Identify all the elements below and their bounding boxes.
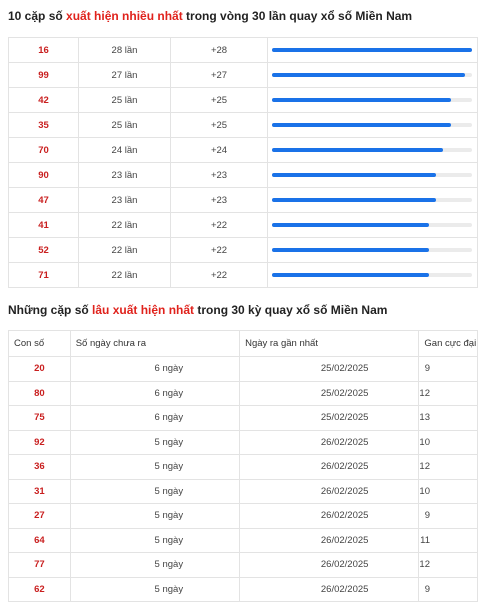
occurrence-count: 25 lần (79, 113, 171, 138)
last-appearance-date: 26/02/2025 (240, 479, 419, 504)
frequency-bar-cell (268, 38, 478, 63)
max-gan: 11 (419, 528, 478, 553)
frequency-bar-track (272, 123, 472, 127)
heading-highlight: xuất hiện nhiều nhất (66, 9, 183, 23)
days-absent: 5 ngày (70, 577, 239, 602)
frequency-bar-cell (268, 113, 478, 138)
table-row (9, 113, 478, 138)
header-last-date: Ngày ra gần nhất (240, 331, 419, 357)
occurrence-count: 24 lần (79, 138, 171, 163)
occurrence-delta: +23 (171, 188, 268, 213)
frequency-bar-cell (268, 188, 478, 213)
occurrence-delta: +25 (171, 113, 268, 138)
occurrence-delta: +22 (171, 263, 268, 288)
pair-number: 75 (9, 406, 71, 431)
frequency-bar-cell (268, 138, 478, 163)
frequency-bar-fill (272, 148, 443, 152)
frequency-bar-fill (272, 273, 429, 277)
frequency-bar-track (272, 73, 472, 77)
table-row (9, 63, 478, 88)
occurrence-count: 22 lần (79, 238, 171, 263)
table-row (9, 479, 478, 504)
occurrence-delta: +22 (171, 213, 268, 238)
header-number: Con số (9, 331, 71, 357)
last-appearance-date: 25/02/2025 (240, 406, 419, 431)
occurrence-count: 27 lần (79, 63, 171, 88)
table-row (9, 163, 478, 188)
pair-number: 16 (9, 38, 79, 63)
pair-number: 36 (9, 455, 71, 480)
occurrence-delta: +22 (171, 238, 268, 263)
last-appearance-date: 26/02/2025 (240, 528, 419, 553)
pair-number: 27 (9, 504, 71, 529)
table-row (9, 213, 478, 238)
heading-prefix: 10 cặp số (8, 9, 67, 23)
frequency-bar-fill (272, 248, 429, 252)
pair-number: 80 (9, 381, 71, 406)
table-row (9, 38, 478, 63)
days-absent: 5 ngày (70, 455, 239, 480)
pair-number: 41 (9, 213, 79, 238)
frequency-bar-track (272, 223, 472, 227)
max-gan: 12 (419, 381, 478, 406)
frequency-bar-track (272, 198, 472, 202)
heading-suffix: trong vòng 30 lần quay xổ số Miền Nam (182, 9, 413, 23)
frequency-bar-cell (268, 238, 478, 263)
max-gan: 10 (419, 430, 478, 455)
frequency-bar-track (272, 248, 472, 252)
table-row (9, 88, 478, 113)
days-absent: 5 ngày (70, 430, 239, 455)
frequency-bar-fill (272, 123, 451, 127)
max-gan: 12 (419, 553, 478, 578)
pair-number: 52 (9, 238, 79, 263)
days-absent: 5 ngày (70, 553, 239, 578)
table-row (9, 238, 478, 263)
frequency-bar-fill (272, 198, 436, 202)
days-absent: 6 ngày (70, 406, 239, 431)
frequency-bar-track (272, 173, 472, 177)
heading-prefix: Những cặp số (8, 303, 93, 317)
pair-number: 99 (9, 63, 79, 88)
table-row (9, 406, 478, 431)
occurrence-count: 23 lần (79, 163, 171, 188)
header-max-gan: Gan cực đại (419, 331, 478, 357)
pair-number: 90 (9, 163, 79, 188)
pair-number: 92 (9, 430, 71, 455)
last-appearance-date: 25/02/2025 (240, 357, 419, 382)
occurrence-count: 25 lần (79, 88, 171, 113)
table-row (9, 528, 478, 553)
last-appearance-date: 26/02/2025 (240, 455, 419, 480)
table-row (9, 430, 478, 455)
table-row (9, 138, 478, 163)
occurrence-delta: +27 (171, 63, 268, 88)
occurrence-count: 28 lần (79, 38, 171, 63)
frequency-bar-track (272, 148, 472, 152)
last-appearance-date: 26/02/2025 (240, 553, 419, 578)
pair-number: 31 (9, 479, 71, 504)
pair-number: 35 (9, 113, 79, 138)
heading-highlight: lâu xuất hiện nhất (92, 303, 195, 317)
frequency-bar-fill (272, 223, 429, 227)
max-gan: 9 (419, 357, 478, 382)
occurrence-count: 22 lần (79, 263, 171, 288)
frequency-bar-fill (272, 173, 436, 177)
table-row (9, 357, 478, 382)
occurrence-delta: +24 (171, 138, 268, 163)
occurrence-delta: +25 (171, 88, 268, 113)
frequency-bar-track (272, 48, 472, 52)
pair-number: 20 (9, 357, 71, 382)
table-row (9, 188, 478, 213)
table-row (9, 263, 478, 288)
pair-number: 64 (9, 528, 71, 553)
last-appearance-date: 26/02/2025 (240, 504, 419, 529)
pair-number: 70 (9, 138, 79, 163)
last-appearance-date: 26/02/2025 (240, 577, 419, 602)
days-absent: 5 ngày (70, 528, 239, 553)
frequency-bar-cell (268, 213, 478, 238)
occurrence-count: 23 lần (79, 188, 171, 213)
max-gan: 9 (419, 577, 478, 602)
longest-absent-table (8, 330, 478, 602)
frequency-bar-track (272, 98, 472, 102)
max-gan: 9 (419, 504, 478, 529)
pair-number: 42 (9, 88, 79, 113)
table-row (9, 553, 478, 578)
days-absent: 5 ngày (70, 479, 239, 504)
max-gan: 13 (419, 406, 478, 431)
table-header-row (9, 331, 478, 357)
pair-number: 77 (9, 553, 71, 578)
frequency-bar-cell (268, 63, 478, 88)
days-absent: 5 ngày (70, 504, 239, 529)
table-row (9, 504, 478, 529)
frequency-bar-fill (272, 98, 451, 102)
days-absent: 6 ngày (70, 357, 239, 382)
top-frequency-heading (8, 9, 412, 23)
table-row (9, 577, 478, 602)
occurrence-delta: +28 (171, 38, 268, 63)
frequency-bar-cell (268, 263, 478, 288)
table-row (9, 381, 478, 406)
max-gan: 10 (419, 479, 478, 504)
frequency-bar-cell (268, 163, 478, 188)
header-days-absent: Số ngày chưa ra (70, 331, 239, 357)
max-gan: 12 (419, 455, 478, 480)
table-row (9, 455, 478, 480)
pair-number: 71 (9, 263, 79, 288)
frequency-bar-track (272, 273, 472, 277)
occurrence-count: 22 lần (79, 213, 171, 238)
frequency-bar-cell (268, 88, 478, 113)
longest-absent-heading (8, 303, 387, 317)
top-frequency-table (8, 37, 478, 288)
last-appearance-date: 25/02/2025 (240, 381, 419, 406)
pair-number: 62 (9, 577, 71, 602)
heading-suffix: trong 30 kỳ quay xổ số Miền Nam (194, 303, 388, 317)
pair-number: 47 (9, 188, 79, 213)
frequency-bar-fill (272, 73, 465, 77)
frequency-bar-fill (272, 48, 472, 52)
last-appearance-date: 26/02/2025 (240, 430, 419, 455)
days-absent: 6 ngày (70, 381, 239, 406)
occurrence-delta: +23 (171, 163, 268, 188)
